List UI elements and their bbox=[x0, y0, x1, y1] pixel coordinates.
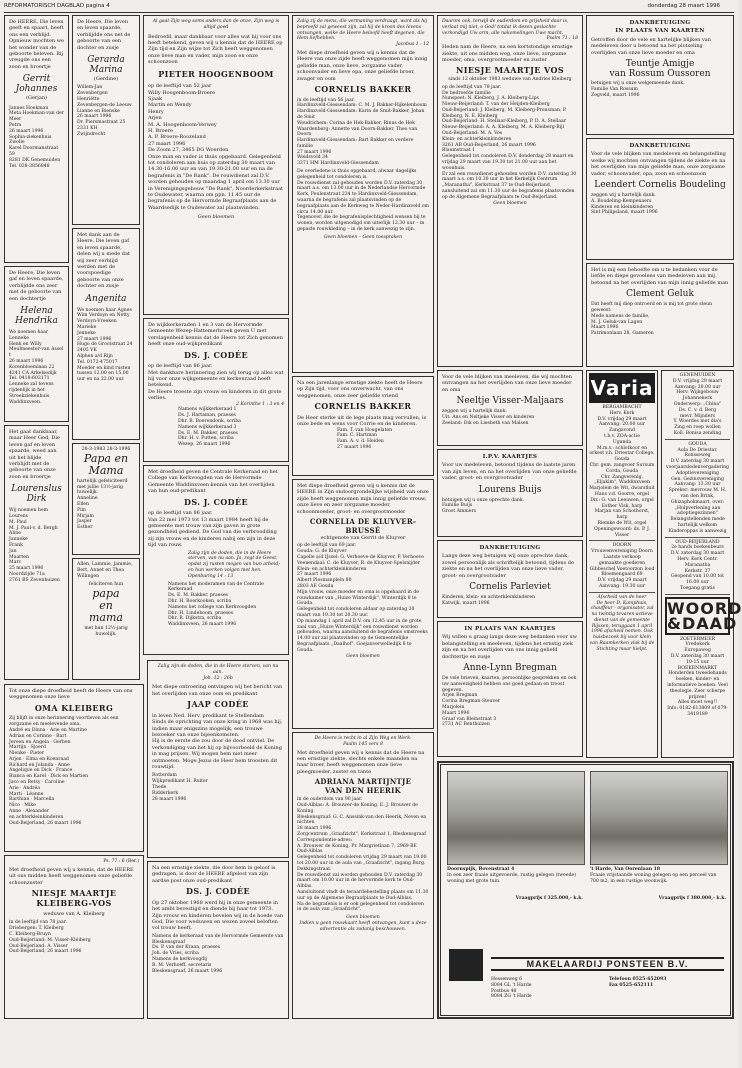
obituary-text: Na een jarenlange ernstige ziekte heeft de Heere op Zijn tijd, voor ons onverwacht, van ons weggenomen, onze zeer geliefde vriend bbox=[297, 380, 423, 399]
obituary-cornelis-bakker-friends bbox=[292, 376, 434, 476]
obituary-quote: Al gaat Zijn weg soms anders dan de onze, Zijn weg is altijd goed bbox=[152, 19, 280, 30]
ad-title: papa bbox=[92, 587, 120, 601]
deceased-name: NIESJE MAARTJE VOS bbox=[455, 65, 564, 76]
obituary-cornelia-de-kluyver bbox=[292, 479, 434, 729]
obituary-text: Met diepe droefheid geven wij u kennis dat de Heere van onze zijde heeft weggenomen mijn innig geliefde man, onze lieve, zorgzame vader, schoonvader en lieve opa, onze geliefde broer, zwager en oom bbox=[297, 49, 428, 82]
thanks-lourens-buijs bbox=[437, 449, 583, 537]
event-genemuiden: GENEMUIDEN D.V. vrijdag 29 maart Aanvang: 20.00 uur Herv. Wijkgebouw Johannekerk Onderwerp: „Chinа" Ds. C. v. d. Berg mevr. Mijnders Y. Woerdes met dia's Zing en roep wollen Koll. Bonisa zending bbox=[672, 373, 723, 436]
obituary-oma-kleiberg bbox=[4, 684, 144, 852]
obituary-quote: Zalig zijn de doden, die in de Heere sterven, van nu aan. Joh. 12 : 26b bbox=[157, 664, 279, 681]
ad-title: en bbox=[99, 599, 113, 613]
ad-text: Allen, Lammie, Jammie, Bert, Annet en Thea Willingen bbox=[77, 562, 133, 579]
thanks-details: Dat heeft mij diep ontroerd en is mij tot grote steun geweest. Mede namens de familie, M. J. Geluk-van Lagen Maart 1996 Patrimonlaan 28, Gameren bbox=[591, 302, 713, 337]
obituary-details: op de leeftijd van 86 jaar. Met dankbare herinnering zien wij terug op alles wat hij voor onze wijkgemeente en kerkenraad heeft betekend. De Heere troeste zijn vrouw en kinderen in dit grote verlies. bbox=[148, 363, 284, 402]
deceased-name: van Rossum Oussoren bbox=[609, 69, 711, 80]
thanks-text: Het is mij een behoefte om u te bedanken voor de liefde en diepe gevoelens van medeleven aan mij betoond na het overlijden van mijn innig geliefde man bbox=[591, 267, 729, 286]
obituary-cornelis-bakker-family bbox=[292, 15, 434, 373]
child-name: Angenita bbox=[85, 293, 127, 304]
deceased-name: Teuntje Amigje bbox=[625, 59, 695, 70]
obituary-details: op de leeftijd van 78 jaar. De bedroefde familie Nunspeet: N. Kleiberg, J. A. Kleiberg-Lips Nieuw-Beijerland: T. van der Heijden-Kleiberg Oud-Beijerland: J. Kleiberg, M. Kleiberg-Pronsman, P. Kleiberg, N. E. Kleiberg Oud-Beijerland: H. Stellaar-Kleiberg, P. D. A. Stellaar Nieuw-Beijerland: A. A. Kleiberg, M. A. Kleiberg-Bijl Oud-Beijerland: M. A. Vos Klein- en achterkleinkinderen 3261 AB Oud-Beijerland, 26 maart 1996 Blaumstraat 1 Gelegenheid tot condoleren D.V. donderdag 28 maart en vrijdag 29 maart van 19.30 tot 21.00 uur aan het woonhuis. Er zal een rouwdienst gehouden worden D.V. zaterdag 30 maart a.s. om 10.30 uur in het Kerkelijk Centrum „Maranatha", Kerkstraat 37 te Oud-Beijerland, aansluitend zal om 11.30 uur de begrafenis plaatsvinden op de Algemene Begraafplaats te Oud-Beijerland. bbox=[442, 84, 577, 200]
obituary-details: Op 27 oktober 1968 werd hij in onze gemeente in het ambt bevestigd en diende hij haar tot 1973. Zijn vrouw en kinderen bevelen wij in de hoede van God, Die voor weduwen en wezen zoveel beloften vol trouw heeft. bbox=[152, 899, 284, 932]
ad-title: mama bbox=[89, 611, 123, 625]
ad-details: hartelijk gefeliciteerd met jullie 13½-jarig huwelijk. Anneline Ellen Pim Mirjam Jasper Esther bbox=[77, 478, 128, 531]
makelaardij-phone: Telefoon 0525-652093 Fax 0525-652111 bbox=[609, 977, 667, 988]
obituary-signatures: Namens de kerkeraad van de Hervormde Gemeente van Bleskensgraaf Ds. P. van der Kraan, praeses Joh. de Vries, scriba Namens de kerkvoogdij B. M. Verhoeff, secretaris Bleskensgraaf, 26 maart 1996 bbox=[152, 933, 284, 974]
thanks-details: betuigen wij u onze oprechte dank. Familie Buijs Groot Ammers bbox=[442, 497, 525, 515]
child-name: Gerarda Marina bbox=[87, 55, 125, 76]
deceased-name: NIESJE MAARTJE KLEIBERG-VOS bbox=[31, 888, 117, 908]
ad-title: Papa en bbox=[83, 451, 129, 465]
bible-verse: Ps. 77 : 6 (Ber.) bbox=[103, 859, 139, 864]
section-heading: DANKBETUIGING bbox=[629, 20, 691, 26]
obituary-details: in leven Ned. Herv. predikant te Stellendam Sinds de oprichting van onze kring in 1968 was hij, indien maar enigszins mogelijk, een trouwe bezoeker van onze bijeenkomsten. Hij is de eerste die zou door de dood ontviel. De verkondiging van het hij op bijvoorbeeld de Koning in mag prijsen. Wij mogen hem niet meer ontmoeten. Moge Jezus de Heer hem troosten dit rouwtijd. bbox=[152, 712, 283, 770]
section-heading: DANKBETUIGING bbox=[479, 545, 541, 551]
obituary-niesje-maartje-vos bbox=[437, 15, 583, 367]
deceased-name: DS. J. CODÉE bbox=[183, 496, 248, 507]
bible-verse: Jacobus 1 : 12 bbox=[396, 42, 429, 48]
child-nickname: (Gerdine) bbox=[93, 76, 119, 83]
obituary-details: op de leeftijd van 52 jaar Willy Hoogenboom-Broere Sjaak Martin en Wendy Henry Arjen M. A. Hoogenboom-Verwey H. Broere A. P. Broere-Roozeland 27 maart 1996 De Zoom 27, 3465 DG Woerden Onze man en vader is thuis opgebaard. Gelegenheid tot condoleren aan huis op zaterdag 30 maart van 14.30-16.00 uur en van 19.30-21.00 uur en na de begrafenis in "De Rank". De rouwdienst zal D.V. worden gehouden op maandag 1 april om 13.30 uur in Verenigingsgebouw "De Rank", Noorderkerkstraat te Oudewater, waarna om ppn. 11.45 uur de begrafenis op de Hervormde Begraafplaats aan de Waardsedijk te Oudewater zal plaatsvinden. bbox=[148, 83, 284, 211]
event-gouda: GOUDA Aula De Driestar, Ronsseweg D.V. zaterdag 30 maart voorjaarsledenvergadering Adoptievereniging Gen. Gezinsvereniging Aanvang: 13.30 uur Spreker: mevrouw M. H. van den Brink, Ghizaphokmaart, over: „Hulpverlening aan adoptiegezinnen" Belangstellenden mede hartelijk welkom Kinderoppas is aanwezig bbox=[666, 441, 729, 534]
obituary-footer: Geen bloemen – Geen toespraken bbox=[323, 234, 403, 240]
obituary-footer: Geen bloemen bbox=[346, 653, 380, 659]
deceased-name: Cornelis Parleviet bbox=[469, 582, 551, 593]
obituary-details: op de leeftijd van 69 jaar. Gouda: G. de Kluyver Capelle a/d IJssel: G. Verhoeve-de Kluyver, P. Verhoeve Veenendaal: C. de Kluyver, B. de Kluyver-Spelsnijder Klein- en achterkleinkinderen 27 maart 1996 Albert Plesmanplein 80 2803 AE Gouda Mijn vrouw, onze moeder en oma is opgebaard in de rouwkamer van „Huize Winterdijk", Winterdijk 8 te Gouda. Gelegenheid tot condoleren aldaar op zaterdag 30 maart van 19.30 tot 20.30 uur. Op maandag 1 april zal D.V. om 12.45 uur in de grote zaal van „Huize Winterdijk" een rouwdienst worden gehouden, waarna aansluitend de begrafenis omstreeks 14.00 uur zal plaatsvinden op de Gemeentelijke Begraafplaats „Daalhof", Goejanverwelledijk 8 te Gouda. bbox=[297, 543, 428, 653]
obituary-text: Tot onze diepe droefheid heeft de Heere van ons weggenomen onze lieve bbox=[9, 688, 133, 701]
thanks-van-rossum bbox=[586, 15, 734, 135]
listing-t-harde: 't Harde, Van Oorenlaan 18 Fraaie vrijstaande woning gelegen op een perceel van 700 m2, in een rustige woonwijk. Vraagprijs f 380.000,- k.k. bbox=[590, 867, 726, 902]
thanks-text: Voor de vele blijken van medeleven en belangstelling welke wij mochten ontvangen tijdens de ziekte en na het overlijden van mijn geliefde man, onze zorgzame vader, schoonvader, opa, zoon en schoonzoon bbox=[591, 151, 726, 177]
ad-text: Het gaat dankbaar, maar Heer God, Die leven gaf en leven spaarde, weed aan uit het blijde verblijdt met de geboorte van onze zoon en broertje bbox=[9, 429, 60, 480]
thanks-clement-geluk bbox=[586, 263, 734, 367]
event-doorn: DOORN Vrouwenvereniging Doorn Laatste verkoop gemaakte goederen Gibbeschel Voetoorzon lood Bloemengaard 69 D.V. vrijdag 29 maart Aanvang: 19.30 uur bbox=[589, 543, 655, 589]
obituary-subtitle: echtgenote van Gerrit de Kluyver bbox=[320, 535, 406, 542]
ad-details: Willem-Jan Zevenbergen Henriëtte Zevenbergen-de Leeuw Lianne en Bienske 26 maart 1996 Dr. Piersmastraat 25 2331 KH Zwijndrecht bbox=[77, 85, 132, 137]
obituary-details: in de ouderdom van 90 jaar. Oud-Alblas: A. Brouwer-de Koning, E. J. Brouwer de Koning Bleskensgraaf: G. C. Anssink-van den Heerik, Neven en nichten 28 maart 1996 Zorgcentrum „Graafzicht", Kerkstraat 1, Bleskensgraaf Correspondentie-adres: A. Brouwer de Koning, Pr. Margrietlaan 7, 2969 BE Oud-Alblas Gelegenheid tot condoleren vrijdag 29 maart van 19.00 tot 20.00 uur in de aula van „Graafzicht", ingang Burg. Dekkingstraat. De rouwdienst zal worden gehouden D.V. zaterdag 30 maart om 10.00 uur in de hervormde kerk te Oud-Alblas. Aansluitend vindt de teraardebestelling plaats om 11.30 uur op de Algemene Begraafplaats te Oud-Alblas. Na de begrafenis is er ook gelegenheid tot condoleren in de aula van „Graafzicht". bbox=[297, 797, 429, 913]
deceased-name: JAAP CODÉE bbox=[187, 699, 249, 710]
deceased-name: PIETER HOOGENBOOM bbox=[158, 68, 274, 79]
thanks-details: zeggen wij u hartelijk dank. Uit: Ans en Neltjeke Visser en kinderen Zeeland: Dik en Liesbeth van Malsen bbox=[442, 409, 535, 426]
thanks-text: Voor uw medeleven, betoond tijdens de laatste jaren van zijn leven, en na het overlijden van onze geliefde vader, groot- en overgrootvader bbox=[442, 462, 577, 482]
thanks-neeltje-visser bbox=[437, 370, 583, 446]
thanks-text: Wij willen u graag langs deze weg bedanken voor uw belangstelling en meeleven, tijdens het ernstig ziek zijn en na het overlijden van ons innig geliefd dochtertje en zusje bbox=[442, 634, 577, 660]
obituary-details: in de leeftijd van 56 jaar. Hardinxveld-Giessendam: C. M. J. Bakker-Rijkelenboom Hardinxveld-Giessendam: Karin de Smit-Bakker, Johan de Smit Woudrichem: Corina de Hek-Bakker, Rinus de Hek Waardenberg: Annette van Doorn-Bakker, Theo van Doorn Hardinxveld-Giessendam: Bart Bakker en verdere familie 27 maart 1996 Weidsvold 34 3371 HM Hardinxveld-Giessendam bbox=[297, 97, 427, 167]
ad-text: met hun 12½-jarig huwelijk. bbox=[84, 626, 128, 637]
event-afscheid: Afscheid van de heer De heer D. Kamphuis, chauffeur - organisator, zal na twintig tevaren-actieve dienst van de gemeente Rijssen, teruggaan 1 april 1996 afscheid nemen. Ook huisbezoek bij voor klein van Raamkerken vlak bij de Stichting maar hielpt. bbox=[589, 594, 655, 652]
thanks-text: Voor de vele blijken van meeleven, die wij mochten ontvangen na het overlijden van onze lieve moeder en oma bbox=[442, 374, 572, 393]
event-bergambacht: BERGAMBACHT Herv. Kerk D.V. vrijdag 29 maart Aanvang: 20.00 uur Zangavond t.b.v. ZOA-actie Uganda M.m.v.: schlotkoor en orkest v.h. Driestar College, Gouda Chr. gem. zangvoer Sursum Corda, Gouda Chr. Zangverenlg. „Eljakim", Waddinxveen Marjolein de Wit, dwarsfluit Hans v.d. Goorre, orgel Dir.: G. van Leeuwen, orgel Esther Visk, harp Marjan van Schothorst, harp Riemke de Wit, orgel Openingswoord: ds. P. J. Visser bbox=[589, 405, 655, 538]
thanks-details: De vele brieven, kaarten, persoonlijke gesprekken en ook uw aanwezigheid hebben ons goed gedaan en troost gegeven. Arjen Bregman Corina Bregman-Steuver Marjolein Maart 1996 Graaf van Bleinstraat 3 2731 AC Benthuizen bbox=[442, 676, 577, 728]
thanks-boudeling bbox=[586, 138, 734, 260]
deceased-name: DS. J. CODÉE bbox=[185, 886, 250, 897]
ad-text: De Heere, Die leven en leven spaarde, verblijdde ons net de geboorte van een dochter en zusje bbox=[77, 19, 131, 51]
obituary-pieter-hoogenboom bbox=[143, 15, 289, 315]
ad-text: Met dank aan de Heere, Die leven gaf en leven spaarde, delen wij u mede dat wij zeer verblijd werden met de voorspoedige geboorte van onze dochter en zusje bbox=[77, 232, 130, 290]
obituary-text: De Heer sterke uit de lege plaats mag vervullen, is onze bede en wens voor Corrie en de kinderen. bbox=[297, 414, 427, 428]
obituary-signatures: Rotterdam Wijkpredikant H. Ruiter Thede Ridderkerk 28 maart 1996 bbox=[152, 773, 208, 802]
anniversary-dates: 28-3-1983 28-3-1996 bbox=[81, 447, 131, 452]
deceased-name: CORNELIA DE KLUYVER- bbox=[309, 517, 417, 527]
obituary-text: Na een ernstige ziekte, die door hem in geloof is gedragen, is door de HEERE afgelost van zijn aardse post onze oud-predikant bbox=[152, 865, 276, 884]
obituary-quote: Daarom ook, terwijl de ouderdom en grijsheid daar is, verlaat mij niet, o God! totdat ik dezen geslachte verkondigd Uw arm, alle nakomelingen Uwe macht. bbox=[442, 19, 569, 36]
ad-text: De Heere, Die leven gaf en leven spaarde, verblijdde ons zeer met de geboorte van een dochtertje bbox=[9, 270, 64, 302]
obituary-footer: Geen bloemen Indien u geen rouwkaart heeft ontvangen, kunt u deze advertentie als zodanig beschouwen. bbox=[299, 915, 427, 932]
ad-title: Mama bbox=[88, 463, 124, 477]
bible-verse: 2 Korinthe 1 : 3 en 4 bbox=[236, 401, 284, 407]
thanks-details: betuigen wij u onze welgemeende dank. Familie Van Rossum Zegveld, maart 1996 bbox=[591, 81, 685, 98]
birth-ad-angenita bbox=[72, 228, 140, 440]
ad-details: We noemen haar Agnes Wim Verdoyn en Netty Verdoyn-Vreeken Marieke Jenneke 27 maart 1996 Hugo de Grootstraat 24 2405 VK Alphen a/d Rijn Tel. 0172-475017 Moeder en kind rusten tussen 12.00 en 15.00 uur en na 22.00 uur. bbox=[77, 307, 133, 383]
obituary-codee-waddinxveen bbox=[143, 465, 289, 655]
deceased-name: CORNELIS BAKKER bbox=[314, 401, 412, 412]
birth-ad-gerrit bbox=[4, 15, 69, 263]
deceased-name: OMA KLEIBERG bbox=[34, 702, 114, 713]
obituary-details: Zij blijft in onze herinnering voortleven als een zorgzame en meelevende oma. André en Dinna · Arie en Martine Adrian en Corinne · Bart Jeroen en Angela · Gerben Martijn · Sjoerd Nienke · Pieter Arjen · Elma en Koenraad Richard en Jolanda · Anne Angelique en Dick · France Bianca en Karel · Dick en Martien Jaco en Betsy · Caroline Arie · Andréa Marti · Léanne Barthian · Marcella Nico · Mike Anne · Alexander en achterkleinkinderen Oud-Beijerland, 26 maart 1996 bbox=[9, 716, 119, 826]
makelaardij-logo-icon bbox=[449, 949, 483, 981]
thanks-details: zeggen wij u hartelijk dank. A. Boudeling-Kempenaers Kinderen en kleinkinderen Sint Philipsland, maart 1996 bbox=[591, 193, 658, 216]
house-photo-doornspijk bbox=[447, 771, 585, 865]
header-right: donderdag 28 maart 1996 bbox=[647, 3, 720, 9]
obituary-footer: Geen bloemen bbox=[197, 214, 235, 221]
child-name: Helena Hendrika bbox=[15, 306, 58, 327]
birth-ad-lourenslus bbox=[4, 425, 69, 680]
ad-text: feliciteren hun bbox=[88, 582, 124, 588]
obituary-text: Met diepe ontroering ontvingen wij het bericht van het overlijden van onze oom en predikant bbox=[152, 684, 283, 697]
page-header bbox=[4, 2, 734, 12]
section-heading: IN PLAATS VAN KAARTEN bbox=[615, 28, 705, 35]
obituary-quote: Zalig zij de mens, die vermaning verdraagt, want als hij beproefd zal geweest zijn, zal hij de kroon des levens ontvangen, welke de Heere beloofd heeft degenen, die Hem liefhebben. bbox=[297, 19, 428, 42]
deceased-name: Lourens Buijs bbox=[478, 484, 542, 495]
birth-ad-helena bbox=[4, 266, 69, 422]
obituary-signatures: Namens het moderamen van de Centrale Kerkeraad Ds. E. M. Bakker, praeses Dhr. H. Boerkooken, scriba Namens het college van Kerkvoogden Dhr. H. Lindeboom, praeses Dhr. R. Dijkstra, scriba Waddinxveen, 26 maart 1996 bbox=[168, 581, 264, 628]
obituary-details: De overledene is thuis opgebaard, alwaar dagelijks gelegenheid tot condoleren is. De rouwdienst zal gehouden worden D.V. zaterdag 30 maart a.s. om 13.00 uur in de Nederlandse Hervormde Kerk, Peulenstraat 234 te Hardinxveld-Giessendam, waarna de begrafenis zal plaatsvinden op de begraafplaats aan de Kerkweg te Neder-Hardinxveld om circa 14.00 uur. Tegenover, die de begrafenisplechtigheid wensen bij te wonen, worden uitgenodigd om uiterlijk 12.30 uur – in gepaste rouwkleding – in de kerk aanwezig te zijn. bbox=[297, 169, 429, 233]
deceased-name: BRUSSÉ bbox=[345, 525, 381, 535]
thanks-text: Getroffen door de vele en hartelijke blijken van medeleven door u betoond na het plotseling overlijden van onze lieve moeder en oma bbox=[591, 36, 711, 56]
child-name: Gerrit Johannes bbox=[15, 74, 58, 95]
thanks-anne-lynn-bregman bbox=[437, 621, 583, 757]
obituary-adriana-van-den-heerik bbox=[292, 732, 434, 1019]
section-heading: DANKBETUIGING bbox=[629, 143, 691, 149]
obituary-signatures: Fam. T. van Hougelaten Fam. C. Hartman Fam. A. v. d. Heiden 27 maart 1996 bbox=[337, 427, 393, 450]
obituary-text: Heden nam de Heere, na een kortstondige ernstige ziekte, uit ons midden weg, onze lieve, zorgzame moeder, oma, overgrootmoeder en zuster bbox=[442, 44, 573, 63]
obituary-jaap-codee bbox=[147, 660, 289, 858]
obituary-text: Met droefheid geven wij u kennis, dat de HEERE uit ons midden heeft weggenomen onze geliefde schoonzuster bbox=[9, 866, 134, 886]
varia-logo: Varia bbox=[589, 373, 655, 403]
ad-details: We noemen haar Lenneke Henk en Willy Meulmeester-van Assel t 26 maart 1996 Korenbloemlaan 22 4241 CA Arkelsedijk Tel. 0418-603171 Lenneke zal tevens rijdenlijk in het Streekziekenhuis Waddinxveen. bbox=[9, 330, 64, 405]
obituary-quote: De Heere is recht in al Zijn Weg en Werk. Psalm 145 vers 8 bbox=[314, 736, 412, 747]
event-zoetermeer: ZOETERMEER Vredekerk Europaweg D.V. zaterdag 30 maart 10-15 uur BOEKENMARKT Honderden tweedehands boeken, kinder- en informatieve boeken. Veel theologie. Zeer scherpe prijzen! Alles moet weg!! Info: 0182-613809 of 079-3419189 bbox=[667, 636, 728, 718]
listing-doornspijk: Doornspijk, Bovenstraat 4 In een zeer fraaie uitgevoerde, rustig gelegen (tweede) woning met grote tuin. Vraagprijs f 325.000,- k.k. bbox=[447, 867, 583, 902]
obituary-text: Bedroefd, maar dankbaar voor alles wat hij voor ons heeft betekend, geven wij u kennis dat de HEERE op Zijn tijd en Zijn wijze tot Zich heeft weggenomen onze lieve man en vader, mijn zoon en onze schoonzoon bbox=[148, 33, 283, 66]
woord-en-daad-logo: WOORD &DAAD bbox=[667, 598, 742, 633]
obituary-footer: Geen bloemen bbox=[493, 200, 527, 206]
thanks-cornelis-parleviet bbox=[437, 540, 583, 618]
anniversary-ad-papa-mama bbox=[72, 443, 140, 555]
obituary-text: De wijkkerkeraden 1 en 3 van de Hervormde Gemeente Wezep-Hattemerbroek geven U met verslagenheid kennis dat de Heere tot Zich genomen heeft onze oud-wijkpredikant bbox=[148, 322, 283, 348]
obituary-details: op de leeftijd van 86 jaar. Van 22 mei 1973 tot 13 maart 1984 heeft hij de gemeente met trouw van zijn gaven in grote gezondheid gediend. De God van die verbroodding zij zijn vrouw en de kinderen nabij om zijn in deze tijd van rouw. bbox=[148, 510, 277, 549]
obituary-subtitle: sinds 12 oktober 1983 weduwe van Andries Kleiberg bbox=[448, 76, 572, 82]
deceased-name: Neeltje Visser-Maljaars bbox=[456, 396, 564, 407]
events-column bbox=[661, 370, 742, 758]
child-nickname: (Gerjan) bbox=[26, 95, 47, 102]
ad-details: Jannes Hoekman Meta Hoekman-van der Meer Petra 26 maart 1996 Sophia-ziekenhuis Zwolle Karel Doormanstraat 59 8281 DK Genemuiden Tel. 038-3856848 bbox=[9, 105, 64, 169]
obituary-text: Met droefheid geven de Centrale Kerkeraad en het College van Kerkvoogden van de Hervormde Gemeente Waddinxveen kennis van het overlijden van hun oud-predikant bbox=[148, 469, 278, 495]
deceased-name: Leendert Cornelis Boudeling bbox=[594, 180, 726, 191]
deceased-name: DS. J. CODÉE bbox=[183, 349, 248, 360]
deceased-name: ADRIANA MARTIJNTJE bbox=[314, 777, 412, 787]
anniversary-ad-papa-en-mama bbox=[72, 558, 140, 680]
thanks-details: Kinderen, klein- en achterkleinkinderen Katwijk, maart 1996 bbox=[442, 595, 536, 606]
event-oud-beijerland: OUD-BEIJERLAND 2e hands boekenbeurs D.V. zaterdag 30 maart Herv. Kerk Centr. Maranatha Kerkstr. 37 Geopend van 10.00 tot 16.00 uur Toegang gratis bbox=[670, 539, 725, 591]
header-left: REFORMATORISCH DAGBLAD pagina 4 bbox=[4, 3, 110, 9]
obituary-details: weduwe van A. Kleiberg bbox=[43, 911, 105, 918]
ad-text: De HEERE, Die leven geeft en spaart, heeft ons een verblijd. Opnieuw mochten we het wonder van de geboorte beleven. Bij vreugde ons een zoon en broertje bbox=[9, 19, 64, 70]
obituary-niesje-kleiberg-vos bbox=[4, 855, 144, 1019]
makelaardij-name: MAKELAARDIJ PONSTEEN B.V. bbox=[491, 957, 724, 971]
ad-details: Wij noemen hem Lourens M. Paul M. J. Paul-v. d. Bergh Aline Janneke Frank Jan Maarten Marc 25 maart 1996 Noordzijde 71a 2761 BS Zevenhuizen bbox=[9, 508, 60, 583]
child-name: Lourenslus Dirk bbox=[11, 484, 62, 505]
obituary-details: in de leeftijd van 78 jaar. Driebergen: T. Kleiberg C. Kleiberg-Bruyn Oud-Beijerland: M. Visser-Kleiberg Oud-Beijerland: A. Visser Oud-Beijerland, 26 maart 1996 bbox=[9, 920, 91, 955]
obituary-text: Met diepe droefheid geven wij u kennis dat de HEERE in Zijn ondoorgrondelijke wijsheid van onze zijde heeft weggenomen mijn innig geliefde vrouw, onze lieve en zeer zorgzame moeder, schoonmoeder, groot- en overgrootmoeder bbox=[297, 483, 429, 515]
deceased-name: CORNELIS BAKKER bbox=[314, 84, 412, 95]
obituary-codee-bleskensgraaf bbox=[147, 861, 289, 1019]
section-heading: I.P.V. KAARTJES bbox=[482, 454, 538, 460]
bible-verse: Zalig zijn de doden, die in de Heere sterven, van nu aan. Ja, zegt de Geest, opdat zij rusten mogen van hun arbeid; en hun werken volgen met hen. Openbaring 14 : 13 bbox=[188, 550, 280, 579]
makelaardij-address: Hessenweg 6 8084 GL 't Harde Postbus 48 8084 ZG 't Harde bbox=[491, 977, 532, 1000]
birth-ad-gerarda bbox=[72, 15, 140, 225]
house-photo-t-harde bbox=[590, 771, 728, 865]
obituary-codee-wezep bbox=[143, 318, 289, 462]
deceased-name: VAN DEN HEERIK bbox=[324, 785, 402, 795]
deceased-name: Anne-Lynn Bregman bbox=[463, 663, 557, 674]
thanks-text: Langs deze weg betuigen wij onze oprechte dank, zowel persoonlijk als schriftelijk betoond, tijdens de ziekte en na het overlijden van onze lieve vader, groot- en overgrootvader bbox=[442, 553, 574, 579]
bible-verse: Psalm 71 : 18 bbox=[546, 36, 578, 42]
real-estate-ad bbox=[437, 761, 734, 1019]
deceased-name: Clement Geluk bbox=[626, 289, 694, 300]
obituary-signatures: Namens wijkkerkeraad 1 Ds. J. Hartaman, praeses Dhr. B. Boerendonk, scriba Namens wijkkerkeraad 3 Ds. E. M. Bakker, praeses Dhr. H. v. Putten, scriba Wezep, 26 maart 1996 bbox=[178, 407, 241, 448]
section-heading: IN PLAATS VAN KAARTJES bbox=[464, 626, 556, 632]
obituary-text: Met droefheid geven wij u kennis dat de Heere na een ernstige ziekte, slechts enkele maanden na haar broer, heeft weggenomen onze lieve pleegmoeder, zuster en tante bbox=[297, 749, 425, 775]
varia-section bbox=[586, 370, 658, 758]
